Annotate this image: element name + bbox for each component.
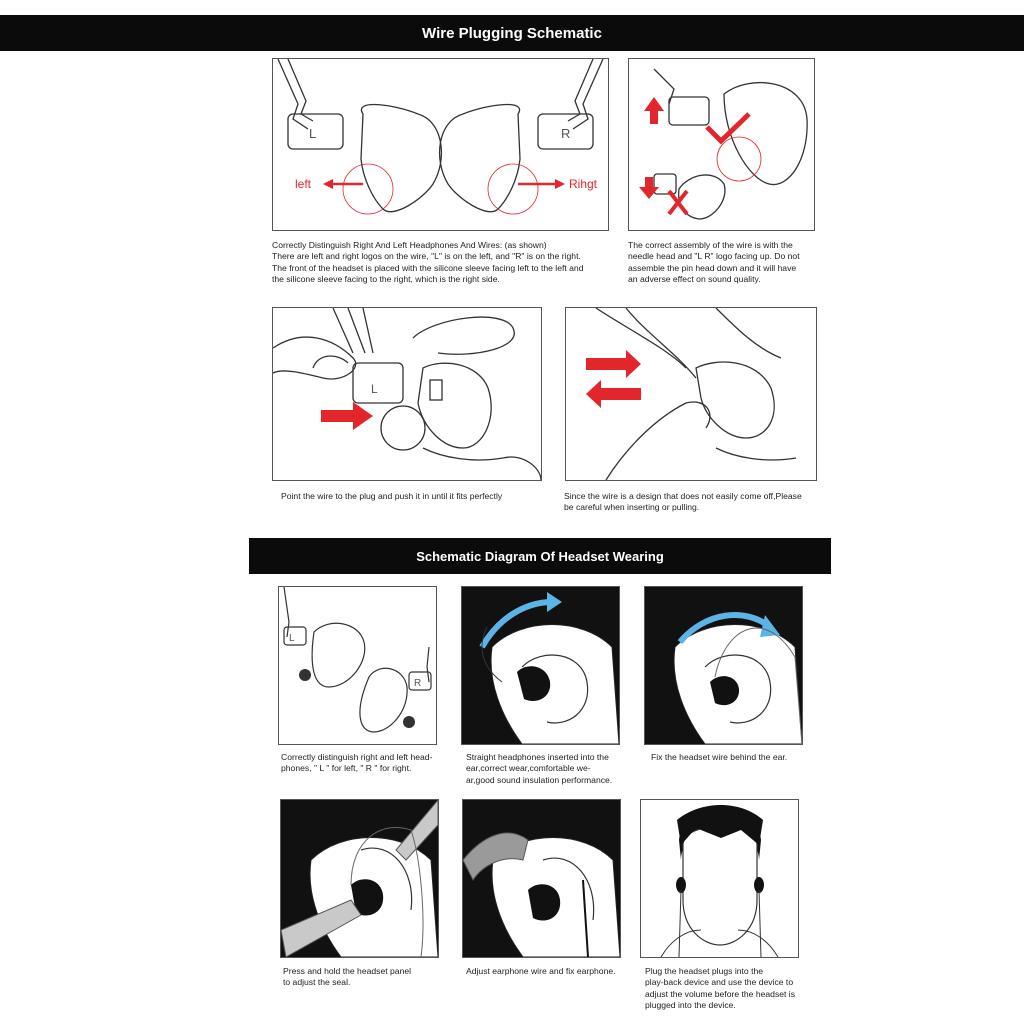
caption-plug-device: Plug the headset plugs into the play-back device and use the device to adjust the volume before the headset is plugged into the device. bbox=[645, 966, 796, 1011]
caption-careful: Since the wire is a design that does not easily come off,Please be careful when inserting or pulling. bbox=[564, 491, 802, 513]
plug-label-l: L bbox=[371, 382, 378, 396]
illustration-insert-ear bbox=[461, 586, 620, 745]
insert-pull-drawing bbox=[566, 308, 816, 480]
caption-push-wire: Point the wire to the plug and push it in until it fits perfectly bbox=[281, 491, 503, 501]
illustration-insert-pull bbox=[565, 307, 817, 481]
illustration-correct-assembly bbox=[628, 58, 815, 231]
section-title-headset-wearing: Schematic Diagram Of Headset Wearing bbox=[249, 538, 831, 574]
adjust-wire-drawing bbox=[463, 800, 620, 957]
lr-distinguish-drawing bbox=[279, 587, 436, 744]
caption-distinguish-head: Correctly distinguish right and left head- phones, " L " for left, " R " for right. bbox=[281, 752, 433, 774]
illustration-left-right-earphones bbox=[272, 58, 609, 231]
plug-label-l: L bbox=[309, 126, 317, 141]
illustration-plug-device bbox=[640, 799, 799, 958]
section-title-wire-plugging: Wire Plugging Schematic bbox=[0, 15, 1024, 51]
illustration-adjust-wire bbox=[462, 799, 621, 958]
illustration-press-panel bbox=[280, 799, 439, 958]
caption-adjust-wire: Adjust earphone wire and fix earphone. bbox=[466, 966, 616, 976]
insert-ear-drawing bbox=[462, 587, 619, 744]
label-right: Rihgt bbox=[569, 177, 598, 191]
label-left: left bbox=[295, 177, 312, 191]
plug-label-r: R bbox=[414, 678, 422, 689]
earphones-lr-drawing bbox=[273, 59, 608, 230]
press-panel-drawing bbox=[281, 800, 438, 957]
illustration-push-wire bbox=[272, 307, 542, 481]
push-wire-drawing bbox=[273, 308, 541, 480]
caption-press-panel: Press and hold the headset panel to adjust the seal. bbox=[283, 966, 412, 988]
wire-behind-ear-drawing bbox=[645, 587, 802, 744]
caption-fix-wire: Fix the headset wire behind the ear. bbox=[651, 752, 788, 762]
assembly-drawing bbox=[629, 59, 814, 230]
plug-label-r: R bbox=[561, 126, 571, 141]
plug-label-l: L bbox=[289, 633, 295, 644]
caption-distinguish-lr: Correctly Distinguish Right And Left Headphones And Wires: (as shown) There are left and right logos on the wire, "L" is on the left, and "R" is on the right. The front of the headset is placed with the silicone sleeve facing left to the left and the silicone sleeve facing to the right, which is the right side. bbox=[272, 240, 584, 285]
plug-device-drawing bbox=[641, 800, 798, 957]
illustration-lr-distinguish bbox=[278, 586, 437, 745]
caption-straight-insert: Straight headphones inserted into the ear,correct wear,comfortable we- ar,good sound insulation performance. bbox=[466, 752, 613, 785]
illustration-wire-behind-ear bbox=[644, 586, 803, 745]
caption-correct-assembly: The correct assembly of the wire is with the needle head and "L R" logo facing up. Do not assemble the pin head down and it will have an adverse effect on sound quality. bbox=[628, 240, 800, 285]
